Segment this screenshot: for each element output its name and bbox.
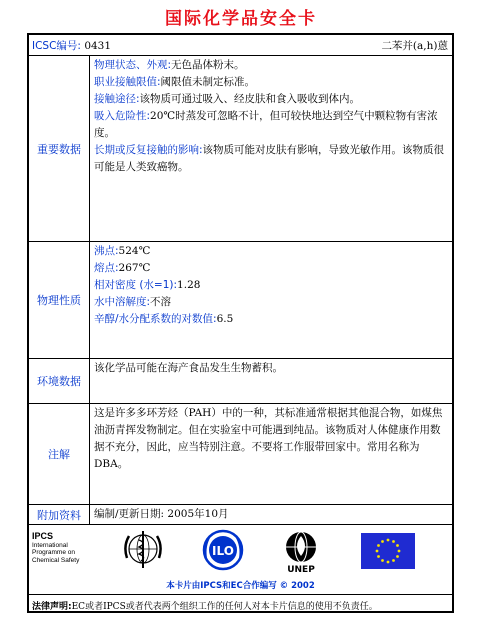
field-value: 6.5 (216, 313, 234, 325)
field-value: 该物质可通过吸入、经皮肤和食入吸收到体内。 (139, 93, 361, 105)
notes-label: 注解 (29, 404, 90, 504)
additional-info-content: 编制/更新日期: 2005年10月 (94, 508, 229, 520)
field-value: 524℃ (118, 245, 151, 257)
svg-text:ILO: ILO (212, 544, 234, 558)
field-value: 该物质可能对皮肤有影响，导致光敏作用。该物质很可能是人类致癌物。 (94, 144, 445, 173)
additional-info-section (29, 505, 452, 525)
environment-label: 环境数据 (29, 359, 90, 403)
ipcs-logo: IPCS International Programme on Chemical Safety (32, 531, 80, 564)
unep-emblem-icon (278, 528, 324, 574)
card-title: 国际化学品安全卡 (165, 9, 317, 29)
field-key: 水中溶解度: (94, 296, 151, 308)
disclaimer-text: EC或者IPCS或者代表两个组织工作的任何人对本卡片信息的使用不负责任。 (71, 602, 378, 612)
environment-section (29, 359, 452, 404)
field-value: 阈限值未制定标准。 (160, 76, 256, 88)
field-key: 辛醇/水分配系数的对数值: (94, 313, 217, 325)
physical-properties-label: 物理性质 (29, 242, 90, 358)
notes-content: 这是许多多环芳烃（PAH）中的一种，其标准通常根据其他混合物，如煤焦油沥青挥发物制定。但在实验室中可能遇到纯品。该物质对人体健康作用数据不充分，因此，应当特别注意。不要将工作服带回家中。常用名称为DBA。 (94, 407, 443, 470)
field-key: 接触途径: (94, 93, 140, 105)
field-key: 熔点: (94, 262, 119, 274)
physical-properties-section (29, 242, 452, 359)
important-data-section (29, 56, 452, 242)
field-value: 无色晶体粉末。 (171, 59, 245, 71)
field-value: 20℃时蒸发可忽略不计，但可较快地达到空气中颗粒物有害浓度。 (94, 110, 438, 139)
card-credit: 本卡片由IPCS和EC合作编写 © 2002 (166, 581, 315, 591)
physical-properties-content (90, 242, 452, 358)
chemical-name: 二苯并(a,h)蒽 (381, 40, 448, 52)
additional-info-label: 附加资料 (29, 505, 90, 524)
environment-content: 该化学品可能在海产食品发生生物蓄积。 (94, 362, 283, 374)
important-data-content (90, 56, 452, 241)
legal-disclaimer (32, 599, 378, 612)
field-value: 267℃ (118, 262, 151, 274)
field-key: 物理状态、外观: (94, 59, 172, 71)
field-key: 吸入危险性: (94, 110, 151, 122)
who-emblem-icon (121, 528, 165, 574)
icsc-row (29, 35, 452, 56)
disclaimer-label: 法律声明: (32, 602, 72, 612)
field-key: 职业接触限值: (94, 76, 161, 88)
ilo-emblem-icon (201, 528, 245, 572)
eu-flag-icon (361, 533, 415, 569)
important-data-label: 重要数据 (29, 56, 90, 241)
logos-section (29, 525, 452, 595)
icsc-number: 0431 (84, 40, 112, 52)
field-key: 长期或反复接触的影响: (94, 144, 203, 156)
safety-card (27, 33, 454, 613)
field-key: 相对密度 (水=1): (94, 279, 178, 291)
field-value: 不溶 (150, 296, 172, 308)
field-value: 1.28 (177, 279, 201, 291)
field-key: 沸点: (94, 245, 119, 257)
icsc-label: ICSC编号: (32, 40, 81, 52)
notes-section (29, 404, 452, 505)
svg-text:UNEP: UNEP (287, 565, 315, 574)
